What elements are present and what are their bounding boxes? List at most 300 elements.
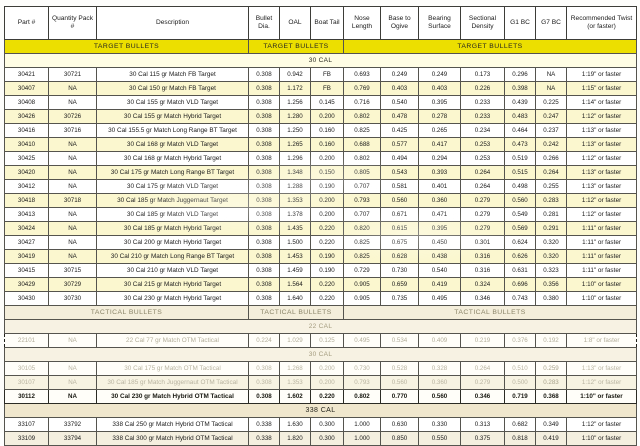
cell-quantity-pack-number: NA bbox=[49, 250, 97, 264]
cell-base-to-ogive: 0.630 bbox=[381, 418, 419, 432]
cell-base-to-ogive: 0.577 bbox=[381, 138, 419, 152]
cell-base-to-ogive: 0.770 bbox=[381, 390, 419, 404]
cell-bearing-surface: 0.395 bbox=[419, 222, 461, 236]
cell-bullet-diameter: 0.308 bbox=[249, 110, 280, 124]
cell-base-to-ogive: 0.671 bbox=[381, 208, 419, 222]
cell-boat-tail: 0.200 bbox=[311, 376, 344, 390]
cell-bearing-surface: 0.450 bbox=[419, 236, 461, 250]
cell-bearing-surface: 0.360 bbox=[419, 376, 461, 390]
cell-part-number: 30412 bbox=[5, 180, 49, 194]
cell-description: 30 Cal 185 gr Match VLD Target bbox=[97, 208, 249, 222]
cell-sectional-density: 0.233 bbox=[461, 96, 505, 110]
cell-nose-length: 0.495 bbox=[344, 334, 381, 348]
caliber-band-30cal-target bbox=[5, 54, 637, 68]
cell-oal: 1.602 bbox=[280, 390, 311, 404]
cell-description: 30 Cal 175 gr Match OTM Tactical bbox=[97, 362, 249, 376]
cell-nose-length: 0.707 bbox=[344, 180, 381, 194]
cell-quantity-pack-number: NA bbox=[49, 390, 97, 404]
col-base-to-ogive: Base to Ogive bbox=[381, 7, 419, 40]
cell-g7-bc: NA bbox=[536, 82, 567, 96]
cell-bullet-diameter: 0.308 bbox=[249, 264, 280, 278]
banner-target-mid: TARGET BULLETS bbox=[249, 40, 344, 54]
cell-g1-bc: 0.696 bbox=[505, 278, 536, 292]
cell-g1-bc: 0.743 bbox=[505, 292, 536, 306]
cell-boat-tail: 0.300 bbox=[311, 432, 344, 446]
cell-bullet-diameter: 0.308 bbox=[249, 208, 280, 222]
cell-nose-length: 0.802 bbox=[344, 152, 381, 166]
cell-g7-bc: 0.283 bbox=[536, 194, 567, 208]
cell-boat-tail: FB bbox=[311, 68, 344, 82]
col-nose-length: Nose Length bbox=[344, 7, 381, 40]
cell-boat-tail: 0.190 bbox=[311, 180, 344, 194]
cell-sectional-density: 0.279 bbox=[461, 222, 505, 236]
cell-oal: 1.250 bbox=[280, 124, 311, 138]
cell-recommended-twist: 1:13" or faster bbox=[567, 166, 637, 180]
cell-sectional-density: 0.233 bbox=[461, 110, 505, 124]
cell-g1-bc: 0.473 bbox=[505, 138, 536, 152]
caliber-label-338cal: 338 CAL bbox=[5, 404, 637, 418]
cell-part-number: 30430 bbox=[5, 292, 49, 306]
cell-part-number: 30427 bbox=[5, 236, 49, 250]
cell-quantity-pack-number: NA bbox=[49, 222, 97, 236]
cell-g1-bc: 0.569 bbox=[505, 222, 536, 236]
cell-g1-bc: 0.682 bbox=[505, 418, 536, 432]
cell-description: 30 Cal 175 gr Match Long Range BT Target bbox=[97, 166, 249, 180]
col-boat-tail: Boat Tail bbox=[311, 7, 344, 40]
cell-base-to-ogive: 0.581 bbox=[381, 180, 419, 194]
cell-bearing-surface: 0.417 bbox=[419, 138, 461, 152]
cell-boat-tail: 0.220 bbox=[311, 278, 344, 292]
cell-nose-length: 0.905 bbox=[344, 292, 381, 306]
cell-bullet-diameter: 0.308 bbox=[249, 292, 280, 306]
cell-nose-length: 0.825 bbox=[344, 124, 381, 138]
cell-sectional-density: 0.346 bbox=[461, 390, 505, 404]
col-sectional-density: Sectional Density bbox=[461, 7, 505, 40]
cell-oal: 1.353 bbox=[280, 376, 311, 390]
cell-bullet-diameter: 0.308 bbox=[249, 376, 280, 390]
table-row[interactable] bbox=[5, 250, 637, 264]
cell-bullet-diameter: 0.308 bbox=[249, 362, 280, 376]
cell-recommended-twist: 1:13" or faster bbox=[567, 180, 637, 194]
cell-oal: 1.172 bbox=[280, 82, 311, 96]
col-bearing-surface: Bearing Surface bbox=[419, 7, 461, 40]
table-row[interactable] bbox=[5, 124, 637, 138]
cell-bearing-surface: 0.328 bbox=[419, 362, 461, 376]
cell-recommended-twist: 1:12" or faster bbox=[567, 208, 637, 222]
cell-quantity-pack-number: NA bbox=[49, 138, 97, 152]
table-row[interactable] bbox=[5, 68, 637, 82]
table-row[interactable] bbox=[5, 194, 637, 208]
cell-description: 338 Cal 300 gr Match Hybrid OTM Tactical bbox=[97, 432, 249, 446]
cell-nose-length: 0.707 bbox=[344, 208, 381, 222]
cell-recommended-twist: 1:14" or faster bbox=[567, 96, 637, 110]
table-row[interactable] bbox=[5, 138, 637, 152]
cell-sectional-density: 0.316 bbox=[461, 250, 505, 264]
cell-oal: 1.268 bbox=[280, 362, 311, 376]
cell-nose-length: 0.729 bbox=[344, 264, 381, 278]
cell-g7-bc: 0.356 bbox=[536, 278, 567, 292]
banner-tactical-2: TACTICAL BULLETS bbox=[344, 306, 637, 320]
cell-recommended-twist: 1:15" or faster bbox=[567, 82, 637, 96]
cell-g1-bc: 0.515 bbox=[505, 166, 536, 180]
table-row[interactable] bbox=[5, 110, 637, 124]
cell-base-to-ogive: 0.478 bbox=[381, 110, 419, 124]
cell-bullet-diameter: 0.338 bbox=[249, 432, 280, 446]
cell-g1-bc: 0.631 bbox=[505, 264, 536, 278]
cell-recommended-twist: 1:8" or faster bbox=[567, 334, 637, 348]
cell-quantity-pack-number: NA bbox=[49, 376, 97, 390]
cell-nose-length: 0.688 bbox=[344, 138, 381, 152]
cell-description: 30 Cal 155 gr Match Hybrid Target bbox=[97, 110, 249, 124]
cell-description: 30 Cal 215 gr Match Hybrid Target bbox=[97, 278, 249, 292]
cell-nose-length: 0.905 bbox=[344, 278, 381, 292]
cell-base-to-ogive: 0.850 bbox=[381, 432, 419, 446]
cell-base-to-ogive: 0.528 bbox=[381, 362, 419, 376]
table-row[interactable] bbox=[5, 390, 637, 404]
cell-sectional-density: 0.279 bbox=[461, 208, 505, 222]
table-header-row bbox=[5, 7, 637, 40]
cell-bearing-surface: 0.294 bbox=[419, 152, 461, 166]
cell-part-number: 30415 bbox=[5, 264, 49, 278]
cell-nose-length: 1.000 bbox=[344, 418, 381, 432]
cell-base-to-ogive: 0.675 bbox=[381, 236, 419, 250]
cell-bearing-surface: 0.403 bbox=[419, 82, 461, 96]
cell-part-number: 30418 bbox=[5, 194, 49, 208]
cell-g1-bc: 0.398 bbox=[505, 82, 536, 96]
cell-bearing-surface: 0.471 bbox=[419, 208, 461, 222]
cell-recommended-twist: 1:11" or faster bbox=[567, 222, 637, 236]
cell-sectional-density: 0.253 bbox=[461, 152, 505, 166]
cell-nose-length: 0.825 bbox=[344, 250, 381, 264]
cell-part-number: 30407 bbox=[5, 82, 49, 96]
cell-description: 30 Cal 210 gr Match Long Range BT Target bbox=[97, 250, 249, 264]
cell-g7-bc: 0.320 bbox=[536, 250, 567, 264]
cell-oal: 1.288 bbox=[280, 180, 311, 194]
cell-sectional-density: 0.375 bbox=[461, 432, 505, 446]
cell-description: 30 Cal 168 gr Match VLD Target bbox=[97, 138, 249, 152]
cell-oal: 0.942 bbox=[280, 68, 311, 82]
cell-oal: 1.296 bbox=[280, 152, 311, 166]
cell-oal: 1.280 bbox=[280, 110, 311, 124]
cell-nose-length: 0.716 bbox=[344, 96, 381, 110]
cell-bearing-surface: 0.265 bbox=[419, 124, 461, 138]
cell-description: 30 Cal 168 gr Match Hybrid Target bbox=[97, 152, 249, 166]
cell-recommended-twist: 1:11" or faster bbox=[567, 236, 637, 250]
cell-bullet-diameter: 0.308 bbox=[249, 390, 280, 404]
table-row[interactable] bbox=[5, 334, 637, 348]
table-row[interactable] bbox=[5, 376, 637, 390]
cell-nose-length: 0.825 bbox=[344, 236, 381, 250]
cell-sectional-density: 0.313 bbox=[461, 418, 505, 432]
col-part-number: Part # bbox=[5, 7, 49, 40]
cell-bearing-surface: 0.540 bbox=[419, 264, 461, 278]
cell-bullet-diameter: 0.308 bbox=[249, 96, 280, 110]
cell-quantity-pack-number: 30721 bbox=[49, 68, 97, 82]
cell-description: 30 Cal 155 gr Match VLD Target bbox=[97, 96, 249, 110]
cell-boat-tail: 0.200 bbox=[311, 362, 344, 376]
cell-bearing-surface: 0.560 bbox=[419, 390, 461, 404]
cell-oal: 1.459 bbox=[280, 264, 311, 278]
cell-recommended-twist: 1:12" or faster bbox=[567, 194, 637, 208]
cell-quantity-pack-number: 30715 bbox=[49, 264, 97, 278]
cell-oal: 1.353 bbox=[280, 194, 311, 208]
cell-bullet-diameter: 0.308 bbox=[249, 194, 280, 208]
cell-quantity-pack-number: 33794 bbox=[49, 432, 97, 446]
cell-part-number: 30105 bbox=[5, 362, 49, 376]
cell-part-number: 30426 bbox=[5, 110, 49, 124]
cell-bullet-diameter: 0.308 bbox=[249, 152, 280, 166]
cell-boat-tail: 0.145 bbox=[311, 96, 344, 110]
cell-quantity-pack-number: NA bbox=[49, 180, 97, 194]
table-row[interactable] bbox=[5, 236, 637, 250]
table-row[interactable] bbox=[5, 222, 637, 236]
cell-bullet-diameter: 0.308 bbox=[249, 278, 280, 292]
cell-nose-length: 0.805 bbox=[344, 166, 381, 180]
cell-sectional-density: 0.173 bbox=[461, 68, 505, 82]
cell-bullet-diameter: 0.308 bbox=[249, 124, 280, 138]
cell-quantity-pack-number: NA bbox=[49, 166, 97, 180]
cell-recommended-twist: 1:13" or faster bbox=[567, 138, 637, 152]
cell-quantity-pack-number: NA bbox=[49, 362, 97, 376]
cell-bearing-surface: 0.360 bbox=[419, 194, 461, 208]
cell-boat-tail: 0.220 bbox=[311, 292, 344, 306]
col-bullet-diameter: Bullet Dia. bbox=[249, 7, 280, 40]
cell-boat-tail: 0.190 bbox=[311, 250, 344, 264]
cell-base-to-ogive: 0.730 bbox=[381, 264, 419, 278]
cell-g1-bc: 0.500 bbox=[505, 376, 536, 390]
cell-boat-tail: 0.160 bbox=[311, 138, 344, 152]
cell-bearing-surface: 0.495 bbox=[419, 292, 461, 306]
cell-g7-bc: NA bbox=[536, 68, 567, 82]
cell-recommended-twist: 1:12" or faster bbox=[567, 376, 637, 390]
caliber-band-22cal-tactical bbox=[5, 320, 637, 334]
cell-part-number: 30429 bbox=[5, 278, 49, 292]
cell-base-to-ogive: 0.540 bbox=[381, 96, 419, 110]
cell-boat-tail: 0.200 bbox=[311, 110, 344, 124]
cell-bullet-diameter: 0.308 bbox=[249, 250, 280, 264]
cell-boat-tail: 0.150 bbox=[311, 166, 344, 180]
cell-g1-bc: 0.818 bbox=[505, 432, 536, 446]
table-row[interactable] bbox=[5, 418, 637, 432]
cell-g1-bc: 0.719 bbox=[505, 390, 536, 404]
table-row[interactable] bbox=[5, 166, 637, 180]
cell-boat-tail: 0.200 bbox=[311, 152, 344, 166]
cell-sectional-density: 0.226 bbox=[461, 82, 505, 96]
cell-nose-length: 0.769 bbox=[344, 82, 381, 96]
banner-tactical-1: TACTICAL BULLETS bbox=[249, 306, 344, 320]
cell-oal: 1.435 bbox=[280, 222, 311, 236]
cell-recommended-twist: 1:12" or faster bbox=[567, 418, 637, 432]
cell-oal: 1.265 bbox=[280, 138, 311, 152]
cell-description: 30 Cal 115 gr Match FB Target bbox=[97, 68, 249, 82]
cell-base-to-ogive: 0.735 bbox=[381, 292, 419, 306]
cell-g7-bc: 0.247 bbox=[536, 110, 567, 124]
col-quantity-pack-number: Quantity Pack # bbox=[49, 7, 97, 40]
cell-bearing-surface: 0.395 bbox=[419, 96, 461, 110]
cell-boat-tail: 0.200 bbox=[311, 194, 344, 208]
cell-quantity-pack-number: NA bbox=[49, 152, 97, 166]
cell-g7-bc: 0.192 bbox=[536, 334, 567, 348]
cell-nose-length: 0.820 bbox=[344, 222, 381, 236]
cell-recommended-twist: 1:13" or faster bbox=[567, 362, 637, 376]
cell-base-to-ogive: 0.659 bbox=[381, 278, 419, 292]
banner-row-tactical bbox=[5, 306, 637, 320]
cell-recommended-twist: 1:13" or faster bbox=[567, 124, 637, 138]
table-body bbox=[5, 40, 637, 68]
cell-g7-bc: 0.237 bbox=[536, 124, 567, 138]
cell-bearing-surface: 0.550 bbox=[419, 432, 461, 446]
cell-sectional-density: 0.324 bbox=[461, 278, 505, 292]
cell-sectional-density: 0.346 bbox=[461, 292, 505, 306]
cell-g1-bc: 0.624 bbox=[505, 236, 536, 250]
cell-boat-tail: 0.220 bbox=[311, 222, 344, 236]
cell-quantity-pack-number: NA bbox=[49, 236, 97, 250]
cell-boat-tail: 0.220 bbox=[311, 236, 344, 250]
cell-oal: 1.820 bbox=[280, 432, 311, 446]
table-row[interactable] bbox=[5, 362, 637, 376]
cell-base-to-ogive: 0.534 bbox=[381, 334, 419, 348]
cell-oal: 1.453 bbox=[280, 250, 311, 264]
cell-sectional-density: 0.301 bbox=[461, 236, 505, 250]
cell-bullet-diameter: 0.338 bbox=[249, 418, 280, 432]
cell-sectional-density: 0.316 bbox=[461, 264, 505, 278]
cell-description: 30 Cal 230 gr Match Hybrid OTM Tactical bbox=[97, 390, 249, 404]
cell-bullet-diameter: 0.308 bbox=[249, 236, 280, 250]
cell-g7-bc: 0.266 bbox=[536, 152, 567, 166]
cell-part-number: 30107 bbox=[5, 376, 49, 390]
cell-recommended-twist: 1:10" or faster bbox=[567, 292, 637, 306]
cell-sectional-density: 0.264 bbox=[461, 362, 505, 376]
cell-bearing-surface: 0.409 bbox=[419, 334, 461, 348]
cell-description: 22 Cal 77 gr Match OTM Tactical bbox=[97, 334, 249, 348]
caliber-label-22cal-tactical: 22 CAL bbox=[5, 320, 637, 334]
col-oal: OAL bbox=[280, 7, 311, 40]
cell-quantity-pack-number: NA bbox=[49, 334, 97, 348]
cell-g1-bc: 0.464 bbox=[505, 124, 536, 138]
cell-g7-bc: 0.283 bbox=[536, 376, 567, 390]
cell-quantity-pack-number: 30729 bbox=[49, 278, 97, 292]
caliber-label-30cal: 30 CAL bbox=[5, 54, 637, 68]
cell-recommended-twist: 1:12" or faster bbox=[567, 152, 637, 166]
cell-base-to-ogive: 0.543 bbox=[381, 166, 419, 180]
cell-boat-tail: FB bbox=[311, 82, 344, 96]
cell-sectional-density: 0.219 bbox=[461, 334, 505, 348]
banner-tactical-0: TACTICAL BULLETS bbox=[5, 306, 249, 320]
cell-g1-bc: 0.626 bbox=[505, 250, 536, 264]
banner-target-left: TARGET BULLETS bbox=[5, 40, 249, 54]
cell-nose-length: 0.802 bbox=[344, 110, 381, 124]
table-row[interactable] bbox=[5, 292, 637, 306]
table-row[interactable] bbox=[5, 180, 637, 194]
cell-description: 30 Cal 185 gr Match Juggernaut OTM Tactical bbox=[97, 376, 249, 390]
cell-description: 30 Cal 200 gr Match Hybrid Target bbox=[97, 236, 249, 250]
caliber-band-338cal bbox=[5, 404, 637, 418]
cell-oal: 1.564 bbox=[280, 278, 311, 292]
cell-g7-bc: 0.320 bbox=[536, 236, 567, 250]
cell-boat-tail: 0.300 bbox=[311, 418, 344, 432]
cell-description: 30 Cal 230 gr Match Hybrid Target bbox=[97, 292, 249, 306]
cell-quantity-pack-number: 30730 bbox=[49, 292, 97, 306]
col-g7-bc: G7 BC bbox=[536, 7, 567, 40]
cell-g7-bc: 0.323 bbox=[536, 264, 567, 278]
cell-g7-bc: 0.264 bbox=[536, 166, 567, 180]
cell-g1-bc: 0.519 bbox=[505, 152, 536, 166]
cell-g7-bc: 0.419 bbox=[536, 432, 567, 446]
cell-part-number: 30408 bbox=[5, 96, 49, 110]
cell-g7-bc: 0.368 bbox=[536, 390, 567, 404]
cell-part-number: 30419 bbox=[5, 250, 49, 264]
cell-base-to-ogive: 0.425 bbox=[381, 124, 419, 138]
cell-g1-bc: 0.498 bbox=[505, 180, 536, 194]
cell-sectional-density: 0.264 bbox=[461, 166, 505, 180]
cell-g7-bc: 0.242 bbox=[536, 138, 567, 152]
cell-bearing-surface: 0.419 bbox=[419, 278, 461, 292]
cell-g7-bc: 0.380 bbox=[536, 292, 567, 306]
cell-nose-length: 0.693 bbox=[344, 68, 381, 82]
table-row[interactable] bbox=[5, 264, 637, 278]
col-recommended-twist: Recommended Twist (or faster) bbox=[567, 7, 637, 40]
cell-description: 30 Cal 155.5 gr Match Long Range BT Target bbox=[97, 124, 249, 138]
cell-nose-length: 1.000 bbox=[344, 432, 381, 446]
banner-target-right: TARGET BULLETS bbox=[344, 40, 637, 54]
cell-description: 30 Cal 175 gr Match VLD Target bbox=[97, 180, 249, 194]
table-row[interactable] bbox=[5, 208, 637, 222]
cell-oal: 1.630 bbox=[280, 418, 311, 432]
cell-g1-bc: 0.376 bbox=[505, 334, 536, 348]
cell-g1-bc: 0.560 bbox=[505, 194, 536, 208]
cell-sectional-density: 0.264 bbox=[461, 180, 505, 194]
cell-oal: 1.348 bbox=[280, 166, 311, 180]
table-row[interactable] bbox=[5, 152, 637, 166]
cell-bearing-surface: 0.330 bbox=[419, 418, 461, 432]
cell-g7-bc: 0.259 bbox=[536, 362, 567, 376]
cell-quantity-pack-number: 30726 bbox=[49, 110, 97, 124]
table-row[interactable] bbox=[5, 432, 637, 446]
table-row[interactable] bbox=[5, 96, 637, 110]
table-row[interactable] bbox=[5, 278, 637, 292]
cell-part-number: 30413 bbox=[5, 208, 49, 222]
cell-bullet-diameter: 0.308 bbox=[249, 180, 280, 194]
col-g1-bc: G1 BC bbox=[505, 7, 536, 40]
cell-g1-bc: 0.296 bbox=[505, 68, 536, 82]
cell-g7-bc: 0.225 bbox=[536, 96, 567, 110]
cell-recommended-twist: 1:10" or faster bbox=[567, 432, 637, 446]
cell-bullet-diameter: 0.308 bbox=[249, 222, 280, 236]
table-row[interactable] bbox=[5, 82, 637, 96]
cell-description: 30 Cal 150 gr Match FB Target bbox=[97, 82, 249, 96]
cell-g7-bc: 0.349 bbox=[536, 418, 567, 432]
bullet-data-table bbox=[4, 6, 637, 446]
cell-nose-length: 0.793 bbox=[344, 194, 381, 208]
cell-quantity-pack-number: 30716 bbox=[49, 124, 97, 138]
cell-bearing-surface: 0.278 bbox=[419, 110, 461, 124]
cell-quantity-pack-number: NA bbox=[49, 208, 97, 222]
cell-g7-bc: 0.291 bbox=[536, 222, 567, 236]
cell-boat-tail: 0.220 bbox=[311, 390, 344, 404]
cell-quantity-pack-number: NA bbox=[49, 82, 97, 96]
cell-g7-bc: 0.255 bbox=[536, 180, 567, 194]
cell-base-to-ogive: 0.403 bbox=[381, 82, 419, 96]
cell-g1-bc: 0.510 bbox=[505, 362, 536, 376]
cell-recommended-twist: 1:12" or faster bbox=[567, 110, 637, 124]
cell-base-to-ogive: 0.560 bbox=[381, 194, 419, 208]
cell-description: 338 Cal 250 gr Match Hybrid OTM Tactical bbox=[97, 418, 249, 432]
cell-part-number: 30112 bbox=[5, 390, 49, 404]
cell-bearing-surface: 0.249 bbox=[419, 68, 461, 82]
cell-base-to-ogive: 0.249 bbox=[381, 68, 419, 82]
cell-nose-length: 0.802 bbox=[344, 390, 381, 404]
cell-quantity-pack-number: NA bbox=[49, 96, 97, 110]
